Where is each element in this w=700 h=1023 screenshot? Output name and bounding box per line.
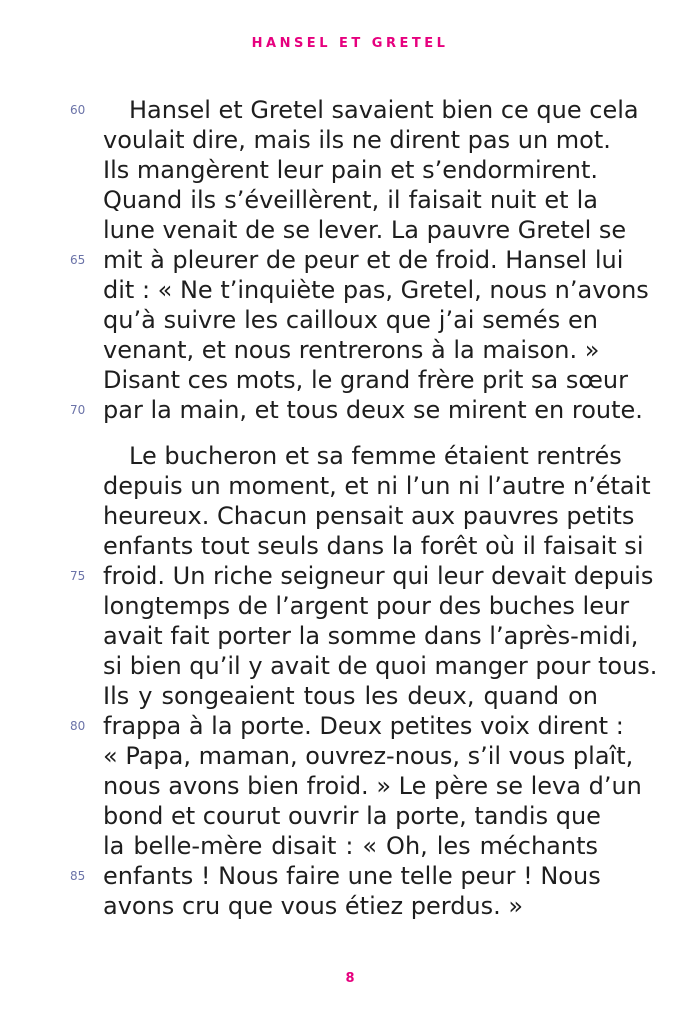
text-line: avait fait porter la somme dans l’après-midi,	[103, 622, 639, 650]
text-line: venant, et nous rentrerons à la maison. »	[103, 336, 600, 364]
text-line: « Papa, maman, ouvrez-nous, s’il vous plaît,	[103, 742, 634, 770]
line-number: 80	[70, 719, 86, 733]
text-line: froid. Un riche seigneur qui leur devait depuis	[103, 562, 654, 590]
text-line: lune venait de se lever. La pauvre Gretel se	[103, 216, 627, 244]
text-line: Ils mangèrent leur pain et s’endormirent.	[103, 156, 598, 184]
text-line: bond et courut ouvrir la porte, tandis que	[103, 802, 601, 830]
line-number: 65	[70, 253, 86, 267]
text-line: Hansel et Gretel savaient bien ce que cela	[129, 96, 639, 124]
text-line: depuis un moment, et ni l’un ni l’autre n’était	[103, 472, 651, 500]
page-number: 8	[345, 971, 355, 986]
text-line: avons cru que vous étiez perdus. »	[103, 892, 524, 920]
text-line: nous avons bien froid. » Le père se leva d’un	[103, 772, 642, 800]
text-line: heureux. Chacun pensait aux pauvres petits	[103, 502, 635, 530]
text-line: Quand ils s’éveillèrent, il faisait nuit et la	[103, 186, 598, 214]
line-number: 60	[70, 103, 86, 117]
text-line: frappa à la porte. Deux petites voix dirent :	[103, 712, 624, 740]
text-line: si bien qu’il y avait de quoi manger pour tous.	[103, 652, 658, 680]
text-line: mit à pleurer de peur et de froid. Hansel lui	[103, 246, 624, 274]
text-line: Ils y songeaient tous les deux, quand on	[103, 682, 598, 710]
text-line: dit : « Ne t’inquiète pas, Gretel, nous n’avons	[103, 276, 649, 304]
text-line: enfants tout seuls dans la forêt où il faisait si	[103, 532, 644, 560]
line-number: 85	[70, 869, 86, 883]
text-line: Le bucheron et sa femme étaient rentrés	[129, 442, 622, 470]
text-line: Disant ces mots, le grand frère prit sa sœur	[103, 366, 628, 394]
text-line: la belle-mère disait : « Oh, les méchants	[103, 832, 598, 860]
text-line: longtemps de l’argent pour des buches leur	[103, 592, 630, 620]
text-line: par la main, et tous deux se mirent en route.	[103, 396, 643, 424]
text-line: voulait dire, mais ils ne dirent pas un mot.	[103, 126, 611, 154]
text-line: enfants ! Nous faire une telle peur ! Nous	[103, 862, 601, 890]
running-head-title: HANSEL ET GRETEL	[251, 36, 449, 51]
text-line: qu’à suivre les cailloux que j’ai semés en	[103, 306, 598, 334]
line-number: 75	[70, 569, 86, 583]
line-number: 70	[70, 403, 86, 417]
